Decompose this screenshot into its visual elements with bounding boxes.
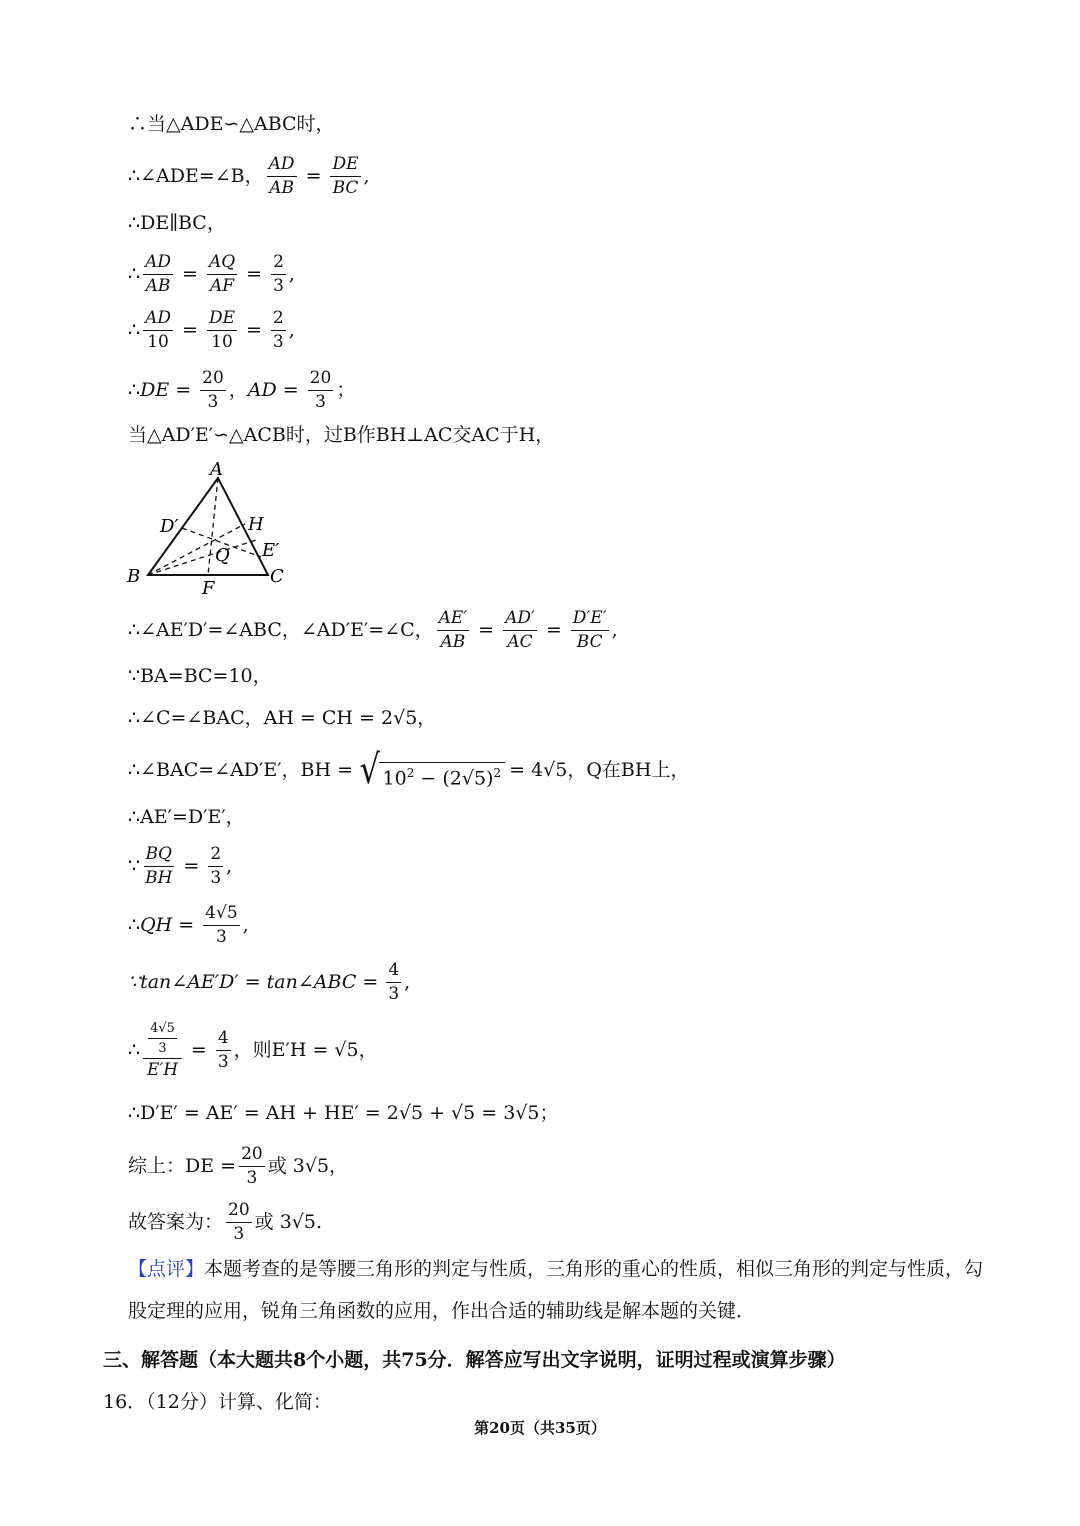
step-2: ∴∠ADE=∠B， $\frac{AD}{AB}$ = $\frac{DE}{BC}$ , [128,154,370,198]
step-11-prefix: ∴∠BAC=∠AD′E′，BH = [128,758,354,781]
fraction-ad-ac: $\frac{AD'}{AC}$ [505,608,535,652]
label-h: H [248,514,264,535]
section-title: 三、解答题（本大题共8个小题，共75分．解答应写出文字说明，证明过程或演算步骤） [103,1349,846,1371]
step-10 [128,709,436,728]
step-18-suffix: 或 3√5， [267,1155,349,1177]
fraction-20-3: $\frac{20}{3}$ [202,368,224,412]
step-6: ∴ DE = $\frac{20}{3}$ ， AD = $\frac{20}{3}$ ； [128,368,356,412]
step-4: ∴ $\frac{AD}{AB}$ = $\frac{AQ}{AF}$ = $\frac{2}{3}$ , [128,252,295,296]
step-15: ∵tan∠AE′D′ = tan∠ABC = $\frac{4}{3}$ , [128,960,411,1004]
step-17 [128,1104,559,1123]
step-2-text: ∴∠ADE=∠B， [128,165,264,187]
step-10-text: ∴∠C=∠BAC，AH = CH = 2√5， [128,707,437,729]
fraction-ad-ab: $\frac{AD}{AB}$ [268,154,295,198]
fraction-20-3-d: $\frac{20}{3}$ [228,1200,250,1244]
fraction-ad-10: $\frac{AD}{10}$ [145,308,172,352]
fraction-4sqrt5-3: $\frac{4√5}{3}$ [205,903,238,947]
step-11-suffix: = 4√5，Q在BH上， [509,758,690,781]
step-9-text: ∵BA=BC=10， [128,665,272,687]
label-d: D′ [160,516,179,537]
label-a: A [210,459,223,480]
step-19 [128,1202,322,1243]
step-18-prefix: 综上：DE = [128,1155,237,1177]
label-q: Q [215,545,230,566]
step-16-mid: ，则E′H = √5， [233,1039,378,1061]
step-16: ∴ $\frac{\frac{4√5}{3}}{E'H}$ = $\frac{4}{3}$ ，则E′H = √5， [128,1021,378,1080]
fraction-20-3-c: $\frac{20}{3}$ [241,1144,263,1188]
step-5: ∴ $\frac{AD}{10}$ = $\frac{DE}{10}$ = $\frac{2}{3}$ , [128,308,295,352]
step-3-text: ∴DE∥BC， [128,212,226,234]
step-1 [128,115,335,134]
label-e: E′ [262,540,280,561]
step-19-suffix: 或 3√5. [254,1211,323,1233]
comment-paragraph [128,1248,988,1332]
comment-tag: 【点评】 [128,1258,205,1280]
step-7-text: 当△AD′E′∽△ACB时，过B作BH⊥AC交AC于H， [128,424,555,446]
step-14: ∴ QH = $\frac{4√5}{3}$ , [128,903,249,947]
step-8-text: ∴∠AE′D′=∠ABC，∠AD′E′=∠C， [128,619,434,641]
step-8: ∴∠AE′D′=∠ABC，∠AD′E′=∠C， $\frac{AE'}{AB}$ = $\frac{AD'}{AC}$ = $\frac{D'E'}{BC}$ , [128,608,618,652]
fraction-4-3-b: $\frac{4}{3}$ [217,1028,229,1072]
step-15-prefix: ∵tan∠AE′D′ = tan∠ABC = [128,971,379,993]
step-19-prefix: 故答案为： [128,1211,224,1233]
fraction-ad-ab-2: $\frac{AD}{AB}$ [145,252,172,296]
step-11 [128,747,690,793]
step-12 [128,808,245,827]
step-7 [128,426,554,445]
fraction-2-3: $\frac{2}{3}$ [273,252,284,296]
label-c: C [270,566,284,587]
fraction-de-bc: $\frac{DE}{BC}$ [332,154,359,198]
fraction-20-3-b: $\frac{20}{3}$ [309,368,332,412]
median-b [148,540,256,575]
complex-fraction: $\frac{\frac{4√5}{3}}{E'H}$ [143,1022,182,1079]
fraction-2-3-b: $\frac{2}{3}$ [272,308,284,352]
fraction-de-10: $\frac{DE}{10}$ [208,308,235,352]
fraction-2-3-c: $\frac{2}{3}$ [210,844,222,888]
fraction-bq-bh: $\frac{BQ}{BH}$ [145,844,173,888]
step-3 [128,214,226,233]
fraction-aq-af: $\frac{AQ}{AF}$ [208,252,236,296]
fraction-ae-ab: $\frac{AE'}{AB}$ [438,608,468,652]
step-9 [128,667,272,686]
sqrt-expression: √ $10^2 - (2√5)^2$ [357,752,505,788]
fraction-de-bc-2: $\frac{D'E'}{BC}$ [572,608,607,652]
fraction-4-3: $\frac{4}{3}$ [388,960,400,1004]
comment-text: 本题考查的是等腰三角形的判定与性质，三角形的重心的性质，相似三角形的判定与性质，勾股定理的应用，锐角三角函数的应用，作出合适的辅助线是解本题的关键． [128,1258,984,1322]
step-6-prefix: ∴ [128,379,141,401]
step-17-text: ∴D′E′ = AE′ = AH + HE′ = 2√5 + √5 = 3√5； [128,1102,559,1124]
step-12-text: ∴AE′=D′E′， [128,806,245,828]
step-13: ∵ $\frac{BQ}{BH}$ = $\frac{2}{3}$ , [128,844,233,888]
step-1-text: ∴当△ADE∽△ABC时， [128,113,335,135]
label-f: F [202,578,215,598]
label-b: B [127,566,141,587]
question-16: 16．（12分）计算、化简： [103,1391,332,1413]
step-18 [128,1146,348,1187]
triangle-figure [124,458,294,598]
page-footer: 第20页（共35页） [474,1419,606,1437]
